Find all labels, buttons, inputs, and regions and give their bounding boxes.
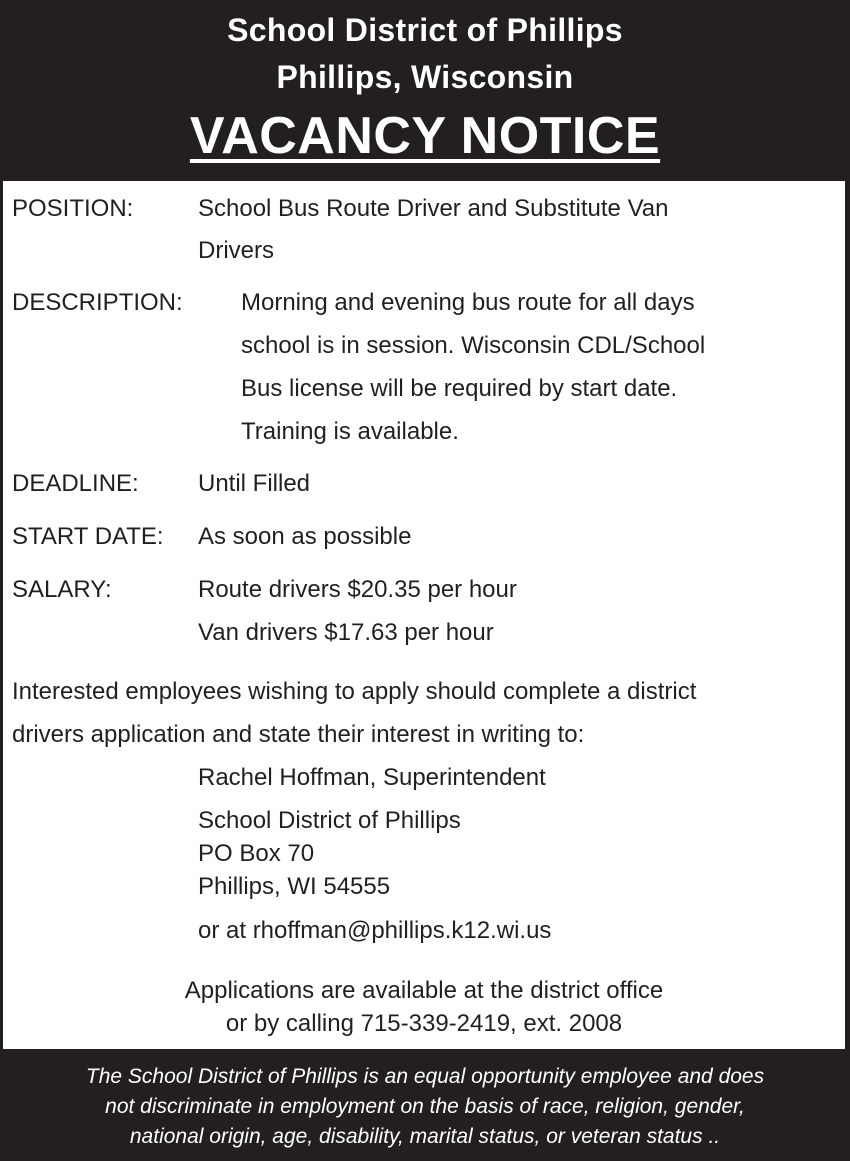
eeo-line: not discriminate in employment on the basis of race, religion, gender, — [105, 1095, 745, 1118]
description-label: DESCRIPTION: — [12, 289, 183, 316]
description-value-line: Morning and evening bus route for all days — [241, 289, 695, 316]
contact-email: or at rhoffman@phillips.k12.wi.us — [198, 917, 552, 944]
notice-body — [3, 181, 845, 1049]
position-value-line: Drivers — [198, 237, 274, 264]
availability-line: or by calling 715-339-2419, ext. 2008 — [225, 1010, 623, 1037]
salary-label: SALARY: — [12, 576, 112, 603]
contact-name: Rachel Hoffman, Superintendent — [198, 764, 546, 791]
eeo-line: The School District of Phillips is an equal opportunity employee and does — [85, 1065, 765, 1088]
position-value-line: School Bus Route Driver and Substitute Van — [198, 195, 669, 222]
start-date-value: As soon as possible — [198, 523, 412, 550]
description-value-line: school is in session. Wisconsin CDL/School — [241, 332, 706, 359]
district-location: Phillips, Wisconsin — [276, 59, 574, 95]
description-value-line: Bus license will be required by start date. — [241, 375, 678, 402]
notice-header — [0, 0, 850, 180]
salary-value-line: Van drivers $17.63 per hour — [198, 619, 494, 646]
position-label: POSITION: — [12, 195, 134, 222]
address-line: PO Box 70 — [198, 840, 315, 867]
deadline-label: DEADLINE: — [12, 470, 139, 497]
apply-intro-line: drivers application and state their interest in writing to: — [12, 721, 585, 748]
address-line: School District of Phillips — [198, 807, 461, 834]
district-name: School District of Phillips — [227, 12, 623, 48]
salary-value-line: Route drivers $20.35 per hour — [198, 576, 517, 603]
eeo-statement — [0, 1050, 850, 1161]
description-value-line: Training is available. — [241, 418, 459, 445]
apply-intro-line: Interested employees wishing to apply should complete a district — [12, 678, 697, 705]
deadline-value: Until Filled — [198, 470, 311, 497]
start-date-label: START DATE: — [12, 523, 164, 550]
eeo-line: national origin, age, disability, marital status, or veteran status .. — [129, 1125, 721, 1148]
notice-title: VACANCY NOTICE — [189, 107, 661, 165]
address-line: Phillips, WI 54555 — [198, 873, 391, 900]
availability-line: Applications are available at the district office — [184, 977, 664, 1004]
